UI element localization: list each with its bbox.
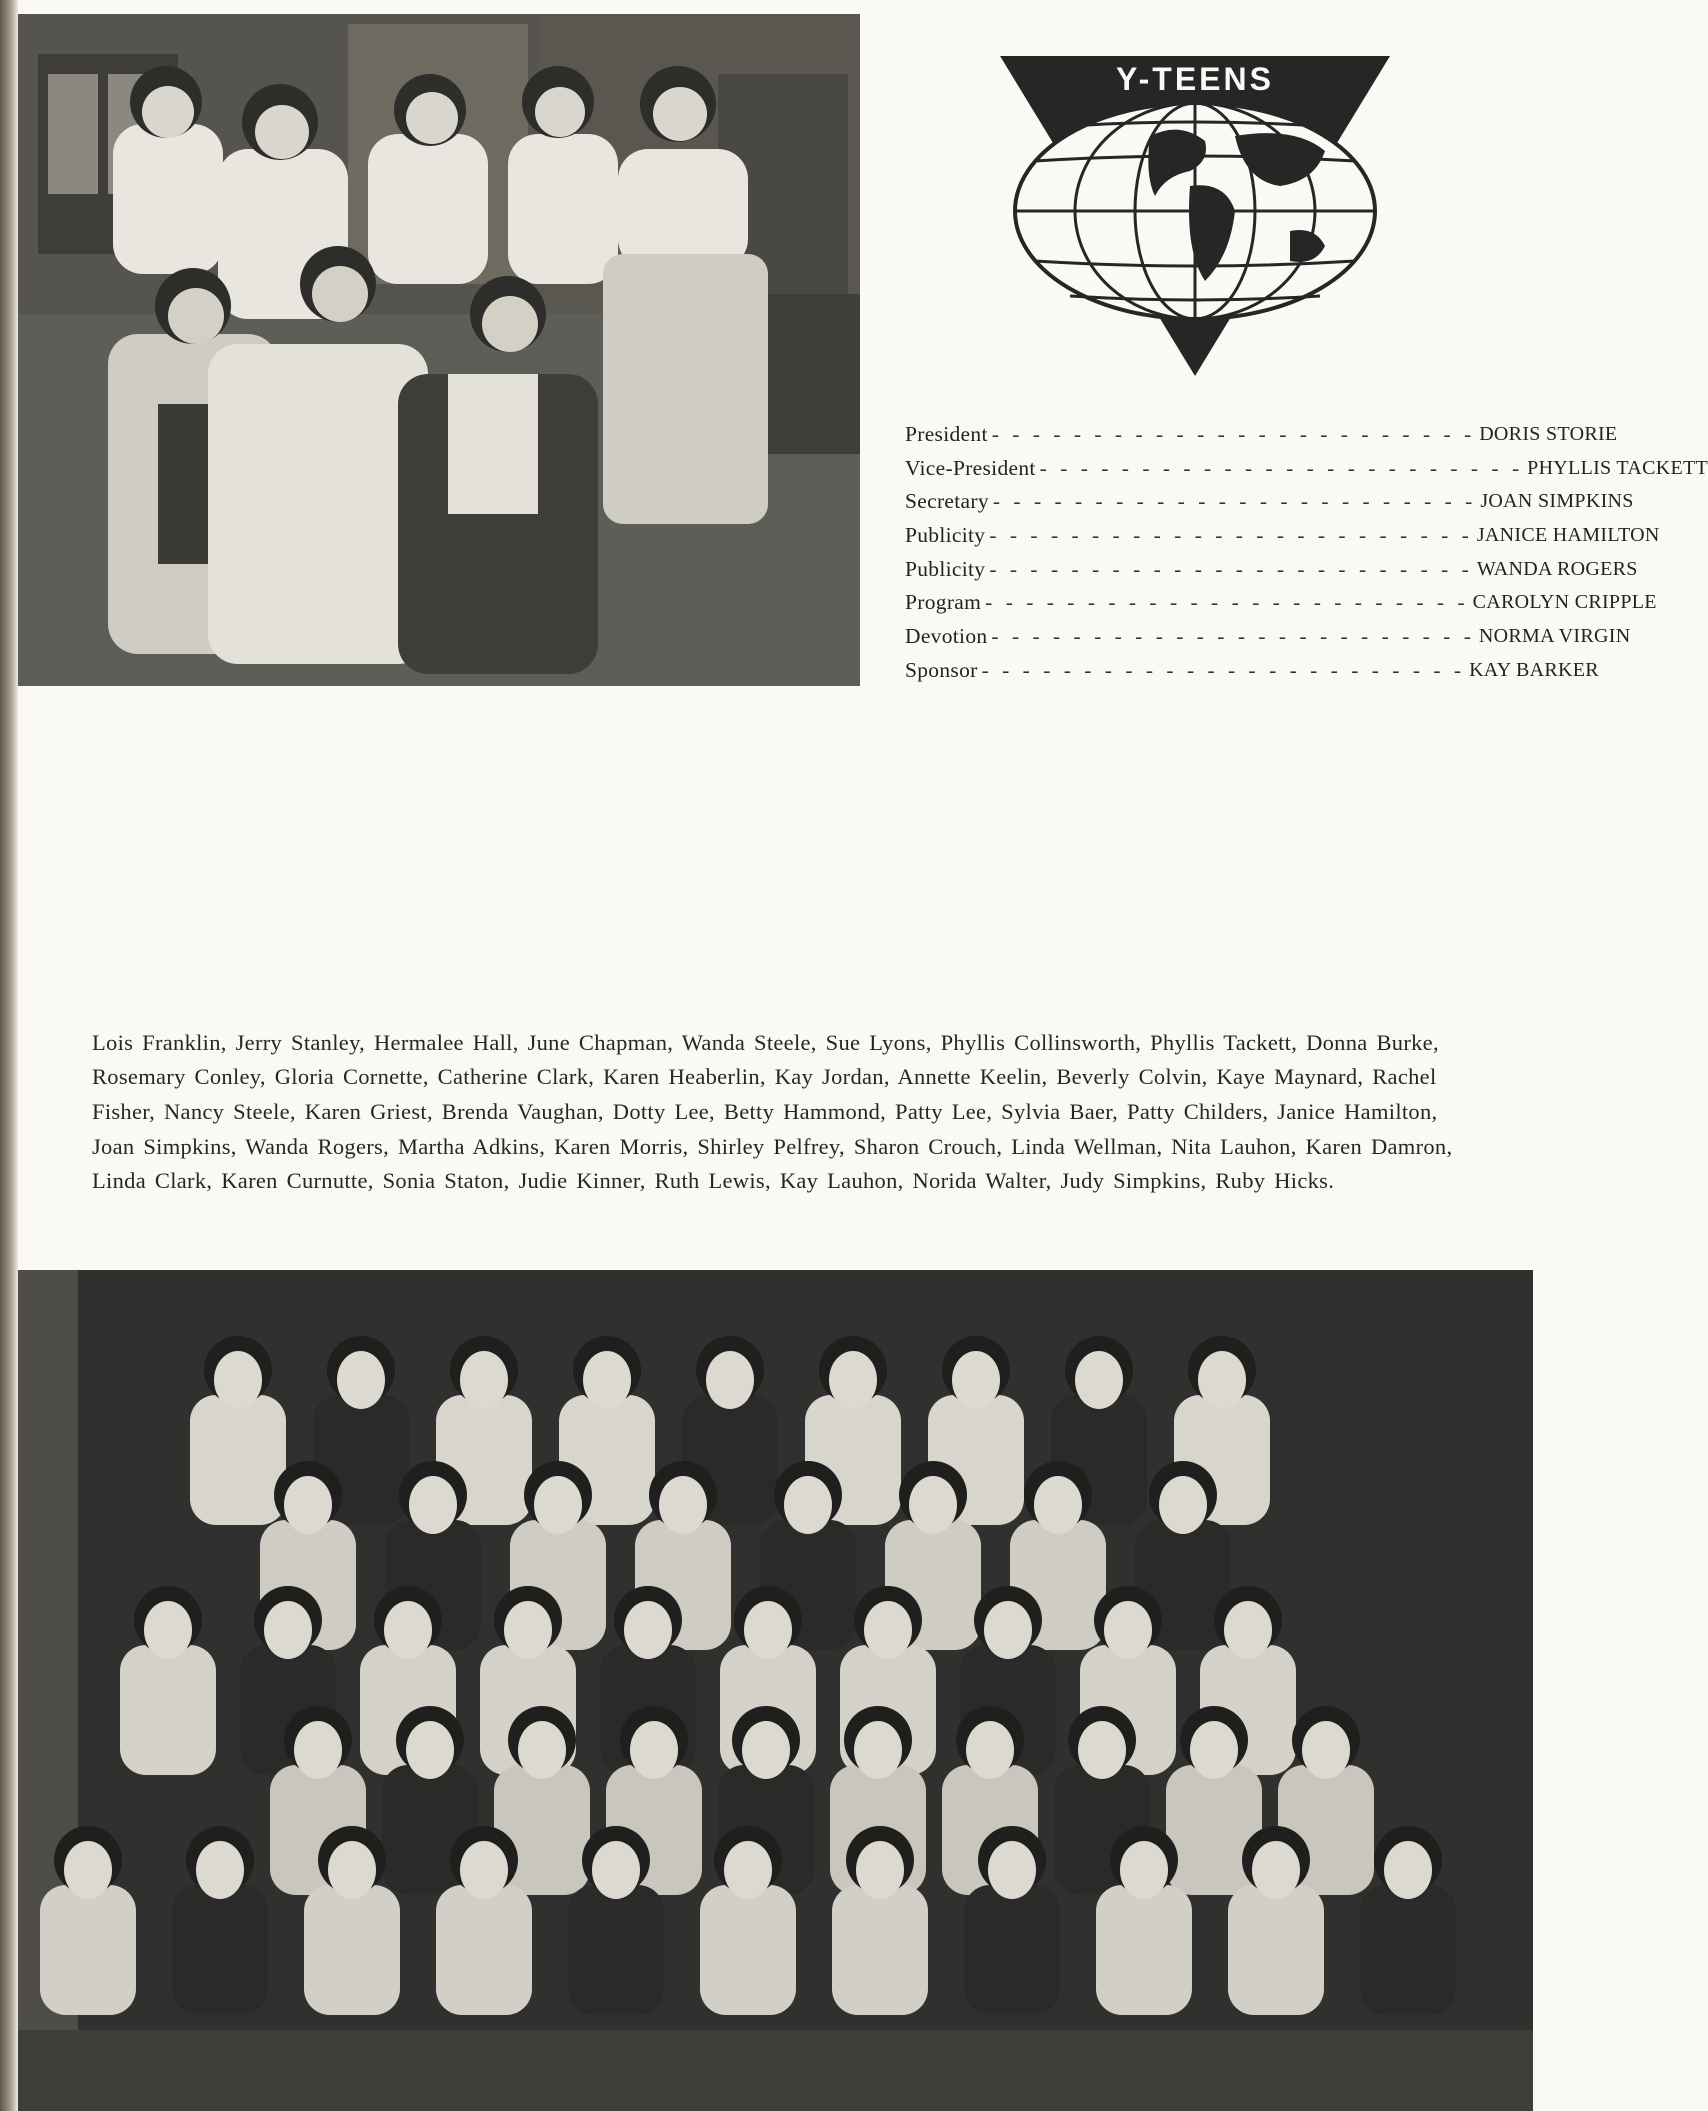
member-figure-body (832, 1885, 928, 2015)
officer-role: Vice-President (905, 455, 1036, 480)
member-figure-body (436, 1885, 532, 2015)
member-figure-face (294, 1721, 342, 1779)
member-figure-face (1075, 1351, 1123, 1409)
member-figure-face (952, 1351, 1000, 1409)
member-figure-body (568, 1885, 664, 2015)
member-figure-body (40, 1885, 136, 2015)
leader-dashes: - - - - - - - - - - - - - - - - - - - - - - - - (1039, 455, 1524, 480)
member-figure-face (1198, 1351, 1246, 1409)
officer-row (905, 654, 1599, 688)
officers-list (905, 418, 1708, 688)
member-figure-face (384, 1601, 432, 1659)
member-figure-face (724, 1841, 772, 1899)
officer-row (905, 519, 1660, 553)
officer-row (905, 586, 1657, 620)
member-figure-face (1120, 1841, 1168, 1899)
member-figure-face (829, 1351, 877, 1409)
member-figure-face (504, 1601, 552, 1659)
member-figure-face (214, 1351, 262, 1409)
officer-role: Devotion (905, 624, 988, 649)
member-figure-body (1096, 1885, 1192, 2015)
member-figure-face (1104, 1601, 1152, 1659)
member-figure-body (700, 1885, 796, 2015)
y-teens-logo (1000, 56, 1390, 376)
globe-icon (1015, 103, 1375, 319)
officer-row (905, 620, 1631, 654)
member-figure-face (1252, 1841, 1300, 1899)
officer-role: Sponsor (905, 657, 978, 682)
member-figure-body (304, 1885, 400, 2015)
member-figure-face (624, 1601, 672, 1659)
officer-name: JANICE HAMILTON (1476, 524, 1660, 547)
member-figure-face (196, 1841, 244, 1899)
officer-row (905, 418, 1618, 452)
officer-row (905, 485, 1634, 519)
member-figure-face (144, 1601, 192, 1659)
leader-dashes: - - - - - - - - - - - - - - - - - - - - - - - - (985, 590, 1469, 615)
member-figure-face (988, 1841, 1036, 1899)
officer-name: JOAN SIMPKINS (1480, 490, 1634, 513)
officer-name: CAROLYN CRIPPLE (1472, 591, 1657, 614)
member-figure-face (784, 1476, 832, 1534)
member-figure-face (406, 1721, 454, 1779)
officer-name: DORIS STORIE (1479, 423, 1618, 445)
leader-dashes: - - - - - - - - - - - - - - - - - - - - - - - - (991, 422, 1476, 446)
member-figure-face (909, 1476, 957, 1534)
member-figure-face (966, 1721, 1014, 1779)
member-figure-face (328, 1841, 376, 1899)
leader-dashes: - - - - - - - - - - - - - - - - - - - - - - - - (981, 657, 1466, 682)
member-figure-body (1228, 1885, 1324, 2015)
officer-name: KAY BARKER (1469, 658, 1599, 681)
member-figure-body (964, 1885, 1060, 2015)
officer-name: WANDA ROGERS (1476, 557, 1638, 580)
logo-text: Y-TEENS (1116, 61, 1274, 97)
member-figure-face (854, 1721, 902, 1779)
member-figure-body (120, 1645, 216, 1775)
member-figure-face (1384, 1841, 1432, 1899)
member-figure-body (1360, 1885, 1456, 2015)
members-caption: Lois Franklin, Jerry Stanley, Hermalee Hall, June Chapman, Wanda Steele, Sue Lyons, Phyllis Collinsworth, Phyllis Tackett, Donna Burke, Rosemary Conley, Gloria Cornette, Catherine Clark, Karen Heaberlin, Kay Jordan, Annette Keelin, Beverly Colvin, Kaye Maynard, Rachel Fisher, Nancy Steele, Karen Griest, Brenda Vaughan, Dotty Lee, Betty Hammond, Patty Lee, Sylvia Baer, Patty Childers, Janice Hamilton, Joan Simpkins, Wanda Rogers, Martha Adkins, Karen Morris, Shirley Pelfrey, Sharon Crouch, Linda Wellman, Nita Lauhon, Karen Damron, Linda Clark, Karen Curnutte, Sonia Staton, Judie Kinner, Ruth Lewis, Kay Lauhon, Norida Walter, Judy Simpkins, Ruby Hicks. (92, 1029, 1453, 1194)
page-binding-shadow (0, 0, 18, 2111)
member-figure-face (592, 1841, 640, 1899)
officer-row (905, 553, 1638, 587)
member-figure-body (172, 1885, 268, 2015)
member-figure-face (409, 1476, 457, 1534)
member-figure-face (706, 1351, 754, 1409)
officer-role: Publicity (905, 523, 986, 548)
member-figure-face (460, 1841, 508, 1899)
member-figure-face (984, 1601, 1032, 1659)
member-figure-face (864, 1601, 912, 1659)
members-group-photo (18, 1270, 1533, 2111)
member-figure-face (264, 1601, 312, 1659)
member-figure-face (337, 1351, 385, 1409)
member-figure-face (534, 1476, 582, 1534)
member-figure-face (742, 1721, 790, 1779)
member-figure-face (856, 1841, 904, 1899)
leader-dashes: - - - - - - - - - - - - - - - - - - - - - - - - (992, 489, 1477, 514)
member-figure-face (744, 1601, 792, 1659)
officer-name: NORMA VIRGIN (1478, 625, 1631, 648)
member-figure-face (518, 1721, 566, 1779)
member-figure-face (630, 1721, 678, 1779)
member-figure-body (190, 1395, 286, 1525)
officer-row (905, 452, 1708, 486)
member-figure-face (1159, 1476, 1207, 1534)
leader-dashes: - - - - - - - - - - - - - - - - - - - - - - - - (989, 556, 1473, 581)
officer-role: Program (905, 590, 982, 615)
leader-dashes: - - - - - - - - - - - - - - - - - - - - - - - - (991, 624, 1475, 649)
member-figure-face (1190, 1721, 1238, 1779)
member-figure-face (659, 1476, 707, 1534)
officers-group-photo (18, 14, 860, 686)
member-figure-face (284, 1476, 332, 1534)
officer-role: President (905, 422, 988, 446)
member-figure-face (1302, 1721, 1350, 1779)
member-figure-face (460, 1351, 508, 1409)
member-figure-face (1078, 1721, 1126, 1779)
leader-dashes: - - - - - - - - - - - - - - - - - - - - - - - - (989, 523, 1473, 548)
officer-role: Publicity (905, 556, 986, 581)
officer-role: Secretary (905, 489, 989, 514)
officer-name: PHYLLIS TACKETT (1527, 456, 1708, 479)
member-figure-face (64, 1841, 112, 1899)
member-figure-face (1034, 1476, 1082, 1534)
member-figure-face (1224, 1601, 1272, 1659)
member-figure-face (583, 1351, 631, 1409)
